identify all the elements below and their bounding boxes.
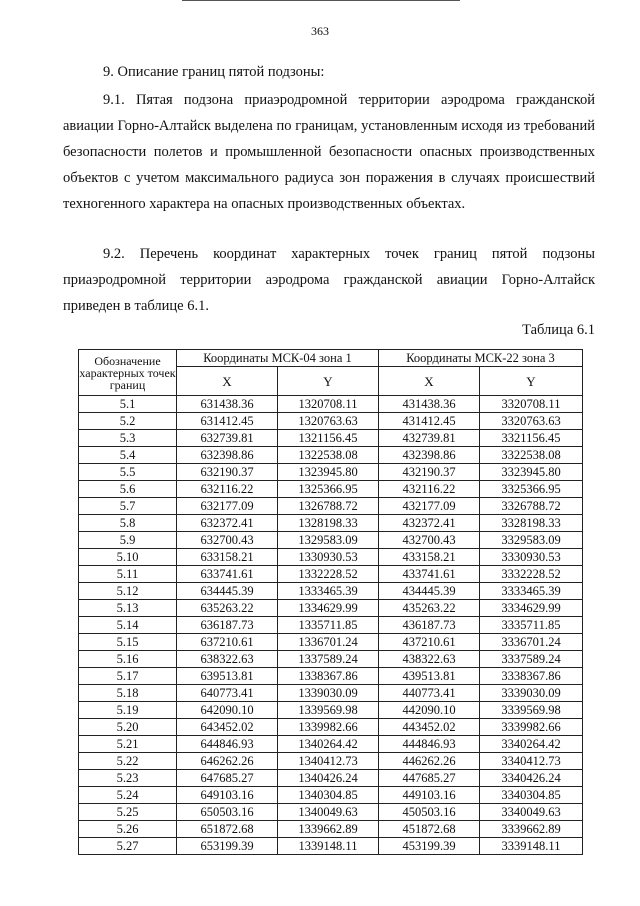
table-caption: Таблица 6.1 <box>522 322 595 338</box>
table-row <box>79 719 583 736</box>
msk22-x-cell: 438322.63 <box>379 651 480 668</box>
paragraph-9-1: 9.1. Пятая подзона приаэродромной территории аэродрома гражданской авиации Горно-Алтайск выделена по границам, установленным исходя из требований безопасности полетов и промышленной безопасности опасных производственных объектов с учетом максимального радиуса зон поражения в случаях происшествий техногенного характера на опасных производственных объектах. <box>63 92 595 212</box>
msk22-y-cell: 3336701.24 <box>480 634 583 651</box>
point-id-cell: 5.13 <box>79 600 177 617</box>
table-row <box>79 770 583 787</box>
msk22-y-cell: 3321156.45 <box>480 430 583 447</box>
table-row <box>79 838 583 855</box>
msk04-y-cell: 1328198.33 <box>278 515 379 532</box>
point-id-cell: 5.16 <box>79 651 177 668</box>
point-column-header: Обозначение характерных точек границ <box>79 350 177 396</box>
point-id-cell: 5.22 <box>79 753 177 770</box>
msk04-y-cell: 1325366.95 <box>278 481 379 498</box>
table-row <box>79 804 583 821</box>
msk04-x-cell: 634445.39 <box>177 583 278 600</box>
msk04-y-cell: 1339569.98 <box>278 702 379 719</box>
msk22-group-header: Координаты МСК-22 зона 3 <box>379 350 583 367</box>
msk04-x-cell: 650503.16 <box>177 804 278 821</box>
msk22-x-cell: 434445.39 <box>379 583 480 600</box>
msk22-x-cell: 446262.26 <box>379 753 480 770</box>
table-row <box>79 702 583 719</box>
msk22-y-cell: 3340264.42 <box>480 736 583 753</box>
msk22-y-cell: 3339148.11 <box>480 838 583 855</box>
point-id-cell: 5.21 <box>79 736 177 753</box>
table-row <box>79 685 583 702</box>
table-row <box>79 413 583 430</box>
point-id-cell: 5.6 <box>79 481 177 498</box>
msk22-y-cell: 3335711.85 <box>480 617 583 634</box>
msk22-y-cell: 3339662.89 <box>480 821 583 838</box>
point-id-cell: 5.14 <box>79 617 177 634</box>
table-row <box>79 396 583 413</box>
msk04-group-header: Координаты МСК-04 зона 1 <box>177 350 379 367</box>
msk22-y-cell: 3339982.66 <box>480 719 583 736</box>
top-rule <box>182 0 460 1</box>
point-id-cell: 5.8 <box>79 515 177 532</box>
table-row <box>79 753 583 770</box>
msk04-x-cell: 646262.26 <box>177 753 278 770</box>
msk04-x-cell: 632177.09 <box>177 498 278 515</box>
table-row <box>79 787 583 804</box>
point-id-cell: 5.4 <box>79 447 177 464</box>
point-id-cell: 5.11 <box>79 566 177 583</box>
msk22-x-cell: 437210.61 <box>379 634 480 651</box>
table-header-row <box>79 350 583 367</box>
msk22-y-header: Y <box>480 367 583 396</box>
msk04-x-cell: 651872.68 <box>177 821 278 838</box>
msk04-x-cell: 653199.39 <box>177 838 278 855</box>
msk22-x-cell: 433741.61 <box>379 566 480 583</box>
msk22-x-cell: 432372.41 <box>379 515 480 532</box>
msk04-y-cell: 1340264.42 <box>278 736 379 753</box>
msk04-y-cell: 1339030.09 <box>278 685 379 702</box>
msk22-x-cell: 432116.22 <box>379 481 480 498</box>
table-row <box>79 532 583 549</box>
msk04-x-cell: 635263.22 <box>177 600 278 617</box>
msk22-x-cell: 432700.43 <box>379 532 480 549</box>
msk04-y-cell: 1339662.89 <box>278 821 379 838</box>
table-row <box>79 634 583 651</box>
msk04-x-cell: 632398.86 <box>177 447 278 464</box>
msk22-x-cell: 435263.22 <box>379 600 480 617</box>
msk22-x-cell: 436187.73 <box>379 617 480 634</box>
point-id-cell: 5.19 <box>79 702 177 719</box>
point-id-cell: 5.27 <box>79 838 177 855</box>
msk22-y-cell: 3338367.86 <box>480 668 583 685</box>
msk04-x-cell: 639513.81 <box>177 668 278 685</box>
point-id-cell: 5.7 <box>79 498 177 515</box>
msk22-x-cell: 431412.45 <box>379 413 480 430</box>
table-row <box>79 464 583 481</box>
page-number: 363 <box>311 24 329 38</box>
point-id-cell: 5.23 <box>79 770 177 787</box>
point-id-cell: 5.20 <box>79 719 177 736</box>
msk22-y-cell: 3332228.52 <box>480 566 583 583</box>
point-id-cell: 5.25 <box>79 804 177 821</box>
msk22-x-cell: 447685.27 <box>379 770 480 787</box>
msk04-y-cell: 1340412.73 <box>278 753 379 770</box>
msk04-x-cell: 631438.36 <box>177 396 278 413</box>
msk22-x-cell: 440773.41 <box>379 685 480 702</box>
msk22-y-cell: 3340304.85 <box>480 787 583 804</box>
msk04-x-header: X <box>177 367 278 396</box>
msk04-x-cell: 636187.73 <box>177 617 278 634</box>
msk22-x-cell: 442090.10 <box>379 702 480 719</box>
msk04-y-cell: 1326788.72 <box>278 498 379 515</box>
msk04-x-cell: 638322.63 <box>177 651 278 668</box>
point-id-cell: 5.26 <box>79 821 177 838</box>
msk22-x-cell: 449103.16 <box>379 787 480 804</box>
msk22-y-cell: 3339030.09 <box>480 685 583 702</box>
msk22-x-cell: 453199.39 <box>379 838 480 855</box>
msk04-x-cell: 632700.43 <box>177 532 278 549</box>
msk04-x-cell: 632190.37 <box>177 464 278 481</box>
msk22-x-cell: 444846.93 <box>379 736 480 753</box>
table-row <box>79 668 583 685</box>
msk04-y-cell: 1332228.52 <box>278 566 379 583</box>
table-row <box>79 498 583 515</box>
table-row <box>79 549 583 566</box>
msk04-x-cell: 633741.61 <box>177 566 278 583</box>
msk22-y-cell: 3330930.53 <box>480 549 583 566</box>
table-row <box>79 600 583 617</box>
point-id-cell: 5.17 <box>79 668 177 685</box>
msk04-y-cell: 1340049.63 <box>278 804 379 821</box>
msk04-y-cell: 1340304.85 <box>278 787 379 804</box>
msk22-y-cell: 3326788.72 <box>480 498 583 515</box>
msk04-y-cell: 1340426.24 <box>278 770 379 787</box>
msk22-x-header: X <box>379 367 480 396</box>
msk04-y-cell: 1335711.85 <box>278 617 379 634</box>
msk04-y-cell: 1321156.45 <box>278 430 379 447</box>
msk22-y-cell: 3337589.24 <box>480 651 583 668</box>
msk22-x-cell: 439513.81 <box>379 668 480 685</box>
msk04-y-cell: 1337589.24 <box>278 651 379 668</box>
msk04-y-header: Y <box>278 367 379 396</box>
msk04-y-cell: 1336701.24 <box>278 634 379 651</box>
msk04-y-cell: 1320708.11 <box>278 396 379 413</box>
point-id-cell: 5.1 <box>79 396 177 413</box>
msk22-y-cell: 3325366.95 <box>480 481 583 498</box>
msk04-y-cell: 1329583.09 <box>278 532 379 549</box>
msk04-y-cell: 1338367.86 <box>278 668 379 685</box>
table-row <box>79 481 583 498</box>
msk04-x-cell: 632116.22 <box>177 481 278 498</box>
msk04-y-cell: 1322538.08 <box>278 447 379 464</box>
point-id-cell: 5.3 <box>79 430 177 447</box>
msk22-y-cell: 3320708.11 <box>480 396 583 413</box>
msk04-x-cell: 637210.61 <box>177 634 278 651</box>
msk04-y-cell: 1339148.11 <box>278 838 379 855</box>
msk22-x-cell: 432190.37 <box>379 464 480 481</box>
msk04-x-cell: 642090.10 <box>177 702 278 719</box>
msk04-x-cell: 632372.41 <box>177 515 278 532</box>
msk04-y-cell: 1320763.63 <box>278 413 379 430</box>
msk04-x-cell: 631412.45 <box>177 413 278 430</box>
msk22-y-cell: 3339569.98 <box>480 702 583 719</box>
msk22-y-cell: 3320763.63 <box>480 413 583 430</box>
point-id-cell: 5.12 <box>79 583 177 600</box>
msk04-x-cell: 647685.27 <box>177 770 278 787</box>
coordinates-table <box>78 349 583 855</box>
msk04-y-cell: 1334629.99 <box>278 600 379 617</box>
msk04-y-cell: 1339982.66 <box>278 719 379 736</box>
section-heading: 9. Описание границ пятой подзоны: <box>103 64 325 80</box>
table-row <box>79 651 583 668</box>
msk22-y-cell: 3334629.99 <box>480 600 583 617</box>
table-row <box>79 566 583 583</box>
point-id-cell: 5.9 <box>79 532 177 549</box>
msk04-x-cell: 644846.93 <box>177 736 278 753</box>
point-id-cell: 5.24 <box>79 787 177 804</box>
msk22-y-cell: 3340426.24 <box>480 770 583 787</box>
msk04-y-cell: 1323945.80 <box>278 464 379 481</box>
msk22-x-cell: 451872.68 <box>379 821 480 838</box>
msk22-x-cell: 432398.86 <box>379 447 480 464</box>
msk04-x-cell: 632739.81 <box>177 430 278 447</box>
msk22-x-cell: 433158.21 <box>379 549 480 566</box>
point-id-cell: 5.10 <box>79 549 177 566</box>
table-body <box>79 396 583 855</box>
table-row <box>79 515 583 532</box>
msk22-y-cell: 3328198.33 <box>480 515 583 532</box>
msk22-x-cell: 431438.36 <box>379 396 480 413</box>
paragraph-9-2: 9.2. Перечень координат характерных точек границ пятой подзоны приаэродромной территории аэродрома гражданской авиации Горно-Алтайск приведен в таблице 6.1. <box>63 246 595 314</box>
msk04-y-cell: 1333465.39 <box>278 583 379 600</box>
point-id-cell: 5.5 <box>79 464 177 481</box>
table-row <box>79 736 583 753</box>
table-row <box>79 821 583 838</box>
msk04-x-cell: 640773.41 <box>177 685 278 702</box>
table-row <box>79 583 583 600</box>
msk22-y-cell: 3322538.08 <box>480 447 583 464</box>
table-row <box>79 447 583 464</box>
point-id-cell: 5.2 <box>79 413 177 430</box>
msk22-y-cell: 3329583.09 <box>480 532 583 549</box>
point-id-cell: 5.15 <box>79 634 177 651</box>
point-id-cell: 5.18 <box>79 685 177 702</box>
msk22-y-cell: 3340049.63 <box>480 804 583 821</box>
msk22-y-cell: 3333465.39 <box>480 583 583 600</box>
msk22-x-cell: 443452.02 <box>379 719 480 736</box>
msk04-x-cell: 649103.16 <box>177 787 278 804</box>
msk22-x-cell: 432739.81 <box>379 430 480 447</box>
msk04-y-cell: 1330930.53 <box>278 549 379 566</box>
table-row <box>79 617 583 634</box>
msk22-x-cell: 432177.09 <box>379 498 480 515</box>
msk04-x-cell: 643452.02 <box>177 719 278 736</box>
msk22-y-cell: 3323945.80 <box>480 464 583 481</box>
msk22-x-cell: 450503.16 <box>379 804 480 821</box>
msk04-x-cell: 633158.21 <box>177 549 278 566</box>
table-row <box>79 430 583 447</box>
msk22-y-cell: 3340412.73 <box>480 753 583 770</box>
